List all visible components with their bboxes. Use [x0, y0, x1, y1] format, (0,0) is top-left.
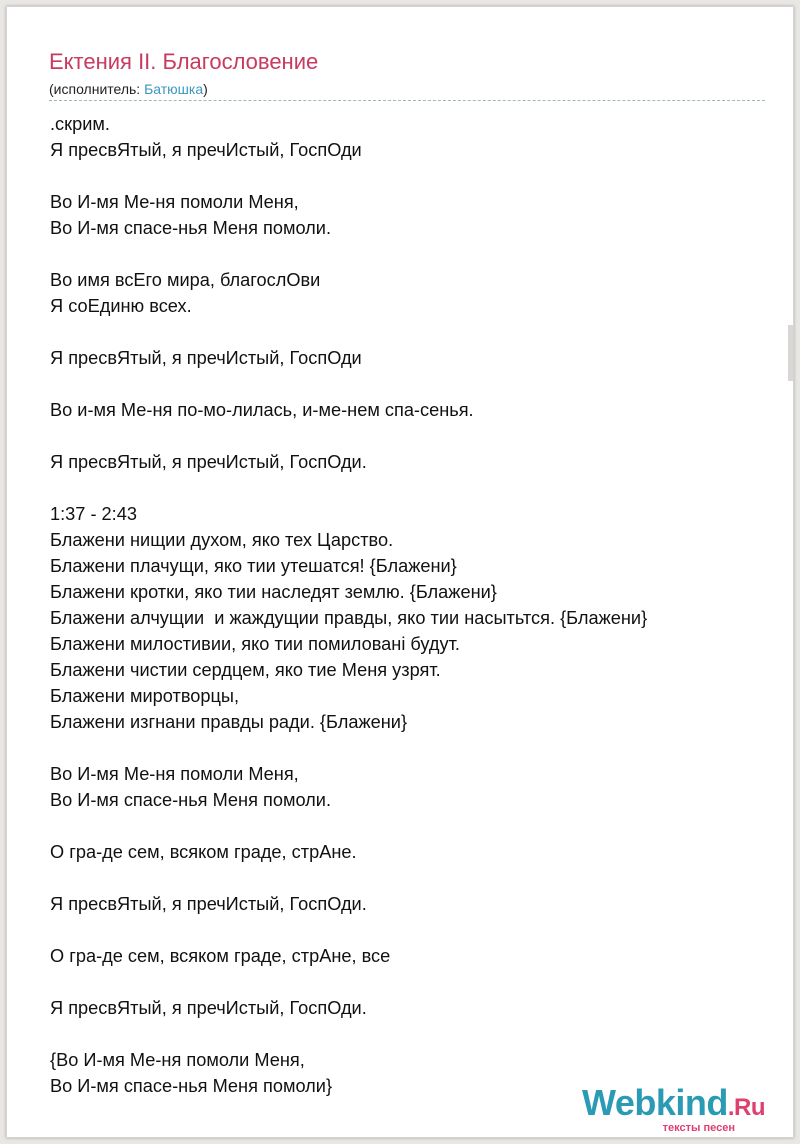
lyric-line: Во И-мя Ме-ня помоли Меня,: [50, 192, 299, 212]
lyric-line: Блажени кротки, яко тии наследят землю. {Блажени}: [50, 582, 497, 602]
lyric-line: Я пресвЯтый, я пречИстый, ГоспОди.: [50, 894, 367, 914]
lyric-line: Во И-мя спасе-нья Меня помоли}: [50, 1076, 333, 1096]
lyric-line: [50, 423, 790, 449]
lyric-line: [50, 475, 790, 501]
lyric-line: [50, 319, 790, 345]
song-title: Ектения II. Благословение: [49, 49, 319, 74]
lyric-line: Блажени плачущи, яко тии утешатся! {Блажени}: [50, 556, 457, 576]
lyric-line: .скрим.: [50, 114, 110, 134]
lyric-line: {Во И-мя Ме-ня помоли Меня,: [50, 1050, 305, 1070]
lyric-line: Во и-мя Ме-ня по-мо-лилась, и-ме-нем спа-сенья.: [50, 400, 474, 420]
lyric-line: [50, 1021, 790, 1047]
lyric-line: [50, 371, 790, 397]
lyric-line: О гра-де сем, всяком граде, стрАне.: [50, 842, 357, 862]
lyric-line: Во И-мя спасе-нья Меня помоли.: [50, 790, 332, 810]
lyric-line: Я пресвЯтый, я пречИстый, ГоспОди: [50, 140, 362, 160]
lyric-line: [50, 917, 790, 943]
lyric-line: Блажени изгнани правды ради. {Блажени}: [50, 712, 408, 732]
lyric-line: Блажени нищии духом, яко тех Царство.: [50, 530, 394, 550]
lyric-line: Блажени алчущии и жаждущии правды, яко тии насытьтся. {Блажени}: [50, 608, 648, 628]
logo-brand: Webkind: [581, 1082, 728, 1123]
lyric-line: Я соЕдиню всех.: [50, 296, 192, 316]
lyric-line: Во И-мя Ме-ня помоли Меня,: [50, 764, 299, 784]
lyric-line: [50, 241, 790, 267]
lyric-line: Блажени миротворцы,: [50, 686, 240, 706]
lyric-line: Я пресвЯтый, я пречИстый, ГоспОди.: [50, 452, 367, 472]
lyric-line: Во имя всЕго мира, благослОви: [50, 270, 321, 290]
artist-suffix: ): [203, 81, 208, 97]
header-divider: [49, 100, 765, 101]
lyric-line: [50, 163, 790, 189]
lyric-line: Я пресвЯтый, я пречИстый, ГоспОди.: [50, 998, 367, 1018]
lyric-line: Я пресвЯтый, я пречИстый, ГоспОди: [50, 348, 362, 368]
lyric-line: [50, 969, 790, 995]
lyric-line: Во И-мя спасе-нья Меня помоли.: [50, 218, 332, 238]
page-sheet: [6, 6, 794, 1138]
logo-tagline: тексты песен: [662, 1122, 735, 1134]
lyric-line: [50, 813, 790, 839]
lyric-line: [50, 735, 790, 761]
song-subtitle: [49, 81, 208, 97]
artist-prefix: (исполнитель:: [49, 81, 145, 97]
lyric-line: О гра-де сем, всяком граде, стрАне, все: [50, 946, 391, 966]
lyrics-body: [50, 111, 790, 1099]
logo-tld: .Ru: [727, 1094, 765, 1121]
artist-link[interactable]: Батюшка: [144, 81, 204, 97]
lyric-line: [50, 865, 790, 891]
lyric-line: Блажени милостивии, яко тии помилованi будут.: [50, 634, 460, 654]
site-logo: [582, 1083, 765, 1134]
lyric-line: Блажени чистии сердцем, яко тие Меня узрят.: [50, 660, 441, 680]
lyric-line: 1:37 - 2:43: [50, 504, 137, 524]
